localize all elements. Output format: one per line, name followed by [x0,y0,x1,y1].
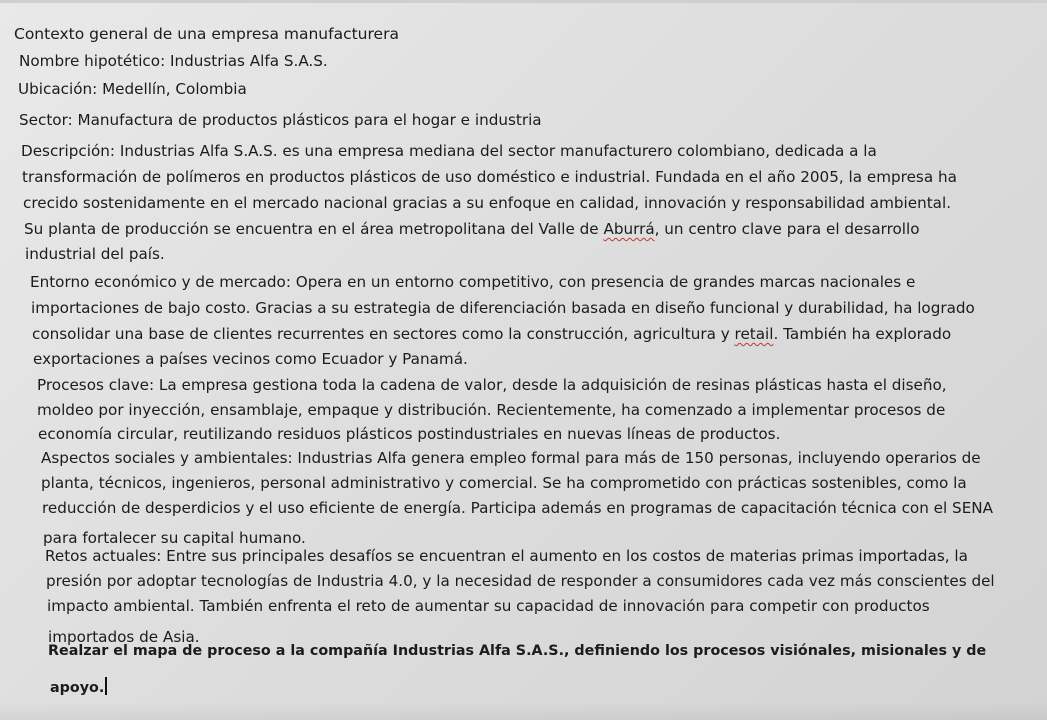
challenges-line: impacto ambiental. También enfrenta el reto de aumentar su capacidad de innovación para competir con productos [47,597,930,615]
top-divider [0,0,1047,3]
processes-line: economía circular, reutilizando residuos plásticos postindustriales en nuevas líneas de productos. [38,425,781,443]
challenges-line: presión por adoptar tecnologías de Industria 4.0, y la necesidad de responder a consumidores cada vez más conscientes del [46,572,995,590]
description-line: transformación de polímeros en productos plásticos de uso doméstico e industrial. Fundada en el año 2005, la empresa ha [22,168,957,186]
spellcheck-flagged-word[interactable]: Aburrá [603,220,655,238]
location-line: Ubicación: Medellín, Colombia [18,80,247,98]
task-text: apoyo. [50,680,105,696]
economic-text: . También ha explorado [773,325,952,343]
economic-line: Entorno económico y de mercado: Opera en un entorno competitivo, con presencia de grandes marcas nacionales e [30,273,916,291]
description-text: Su planta de producción se encuentra en el área metropolitana del Valle de [24,220,604,238]
description-line: Descripción: Industrias Alfa S.A.S. es una empresa mediana del sector manufacturero colombiano, dedicada a la [21,142,877,160]
economic-line: exportaciones a países vecinos como Ecuador y Panamá. [33,350,468,368]
social-line: Aspectos sociales y ambientales: Industrias Alfa genera empleo formal para más de 150 personas, incluyendo operarios de [41,449,981,467]
description-line: crecido sostenidamente en el mercado nacional gracias a su enfoque en calidad, innovación y responsabilidad ambiental. [23,194,952,212]
processes-line: moldeo por inyección, ensamblaje, empaque y distribución. Recientemente, ha comenzado a implementar procesos de [37,401,946,419]
task-line: Realzar el mapa de proceso a la compañía Industrias Alfa S.A.S., definiendo los procesos visiónales, misionales y de [48,643,987,659]
spellcheck-flagged-word[interactable]: retail [734,325,774,343]
company-name-line: Nombre hipotético: Industrias Alfa S.A.S. [19,52,328,70]
challenges-line: importados de Asia. [48,628,200,646]
economic-text: consolidar una base de clientes recurrentes en sectores como la construcción, agricultura y [32,325,735,343]
task-line[interactable] [50,677,107,699]
photo-shading [0,702,1047,720]
social-line: planta, técnicos, ingenieros, personal administrativo y comercial. Se ha comprometido con prácticas sostenibles, como la [41,474,967,492]
document-title: Contexto general de una empresa manufacturera [14,25,399,43]
social-line: reducción de desperdicios y el uso eficiente de energía. Participa además en programas de capacitación técnica con el SENA [42,499,994,517]
challenges-line: Retos actuales: Entre sus principales desafíos se encuentran el aumento en los costos de materias primas importadas, la [45,547,968,565]
economic-line [32,323,951,345]
social-line: para fortalecer su capital humano. [43,529,306,547]
text-cursor [105,677,107,695]
description-text: , un centro clave para el desarrollo [654,220,920,238]
processes-line: Procesos clave: La empresa gestiona toda la cadena de valor, desde la adquisición de resinas plásticas hasta el diseño, [37,376,947,394]
description-line [24,218,920,240]
economic-line: importaciones de bajo costo. Gracias a su estrategia de diferenciación basada en diseño funcional y durabilidad, ha logrado [31,299,975,317]
sector-line: Sector: Manufactura de productos plásticos para el hogar e industria [19,111,542,129]
description-line: industrial del país. [25,245,165,263]
